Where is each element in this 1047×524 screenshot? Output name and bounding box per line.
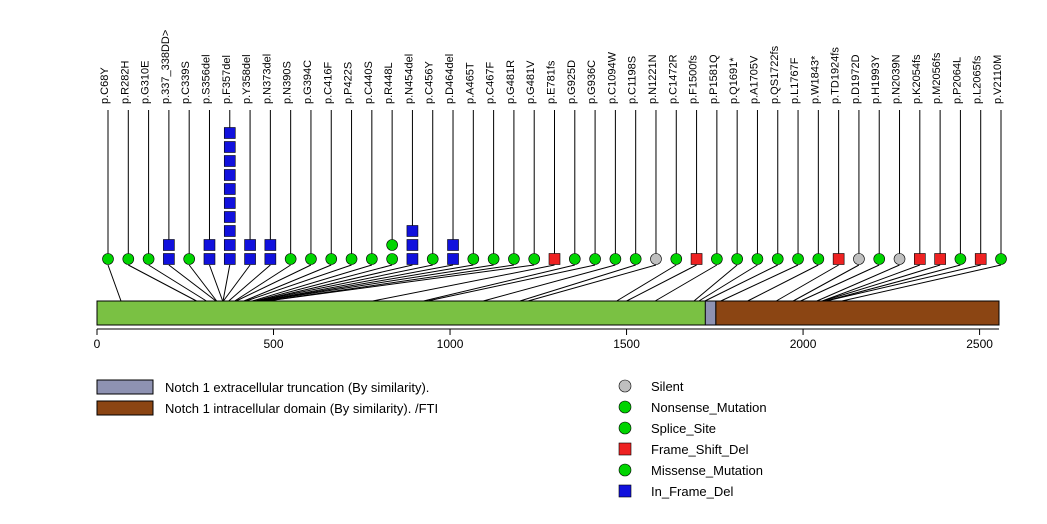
mutation-connector: [229, 265, 271, 301]
mutation-connector: [128, 265, 196, 301]
mutation-marker-square[interactable]: [224, 254, 235, 265]
mutation-label: p.G394C: [301, 59, 314, 104]
mutation-marker-circle[interactable]: [793, 254, 804, 265]
x-axis: [94, 329, 999, 351]
axis-tick-label: 500: [263, 337, 284, 351]
mutation-marker-circle[interactable]: [894, 254, 905, 265]
mutation-marker-circle[interactable]: [569, 254, 580, 265]
mutation-marker-square[interactable]: [265, 254, 276, 265]
mutation-label: p.S356del: [200, 54, 213, 104]
mutation-marker-circle[interactable]: [123, 254, 134, 265]
mutation-marker-circle[interactable]: [305, 254, 316, 265]
mutation-marker-square[interactable]: [163, 240, 174, 251]
mutation-marker-circle[interactable]: [184, 254, 195, 265]
mutation-label: p.L2065fs: [971, 55, 984, 104]
legend-domain-label: Notch 1 extracellular truncation (By similarity).: [165, 380, 430, 395]
legend-type-marker: [619, 380, 631, 392]
mutation-marker-circle[interactable]: [103, 254, 114, 265]
mutation-label: p.F357del: [220, 55, 233, 104]
mutation-marker-circle[interactable]: [488, 254, 499, 265]
mutation-marker-square[interactable]: [224, 142, 235, 153]
mutation-label: p.R282H: [119, 60, 132, 104]
mutation-connector: [149, 265, 207, 301]
mutation-connector: [424, 265, 575, 301]
legend-type-label: Missense_Mutation: [651, 463, 763, 478]
mutation-marker-circle[interactable]: [387, 254, 398, 265]
mutation-marker-square[interactable]: [224, 198, 235, 209]
mutation-marker-circle[interactable]: [996, 254, 1007, 265]
legend-type-marker: [619, 464, 631, 476]
legend-type-label: Silent: [651, 379, 684, 394]
mutation-label: p.C440S: [362, 61, 375, 104]
mutation-marker-circle[interactable]: [853, 254, 864, 265]
mutation-label: p.C68Y: [99, 67, 111, 104]
mutation-marker-circle[interactable]: [326, 254, 337, 265]
mutation-marker-square[interactable]: [935, 254, 946, 265]
mutation-label: p.A465T: [464, 62, 477, 104]
mutation-connector: [261, 265, 453, 301]
mutation-connector: [617, 265, 677, 301]
mutation-stems: [108, 110, 1001, 301]
legend-type-marker: [619, 443, 631, 455]
mutation-label: p.W1843*: [809, 55, 822, 104]
mutation-connector: [223, 265, 230, 301]
mutation-label: p.G925D: [565, 59, 578, 104]
mutation-marker-circle[interactable]: [874, 254, 885, 265]
mutation-connector: [826, 265, 961, 301]
mutation-marker-square[interactable]: [163, 254, 174, 265]
mutation-marker-square[interactable]: [204, 254, 215, 265]
mutation-marker-circle[interactable]: [346, 254, 357, 265]
mutation-connector: [108, 265, 121, 301]
mutation-connector: [520, 265, 636, 301]
mutation-marker-square[interactable]: [224, 170, 235, 181]
mutation-label: p.Y358del: [241, 54, 254, 104]
mutation-label: p.M2056fs: [931, 52, 944, 104]
mutation-marker-square[interactable]: [224, 128, 235, 139]
mutation-label: p.N2039N: [890, 54, 903, 104]
mutation-marker-square[interactable]: [448, 254, 459, 265]
mutation-label: p.K2054fs: [910, 54, 923, 104]
mutation-marker-circle[interactable]: [143, 254, 154, 265]
mutation-connector: [189, 265, 216, 301]
mutation-marker-square[interactable]: [245, 240, 256, 251]
protein-domain[interactable]: [705, 301, 716, 325]
mutation-marker-square[interactable]: [224, 184, 235, 195]
legend-type-marker: [619, 485, 631, 497]
mutation-label: p.C339S: [180, 61, 193, 104]
mutation-marker-square[interactable]: [224, 156, 235, 167]
mutation-marker-square[interactable]: [245, 254, 256, 265]
mutation-marker-circle[interactable]: [366, 254, 377, 265]
mutation-connector: [252, 265, 372, 301]
mutation-marker-circle[interactable]: [529, 254, 540, 265]
mutation-marker-square[interactable]: [549, 254, 560, 265]
mutation-marker-circle[interactable]: [468, 254, 479, 265]
mutation-label: p.C456Y: [423, 61, 436, 104]
legend-type-label: Frame_Shift_Del: [651, 442, 749, 457]
mutation-marker-circle[interactable]: [427, 254, 438, 265]
legend-type-label: Nonsense_Mutation: [651, 400, 767, 415]
mutation-label: p.337_338DD>: [159, 29, 172, 104]
mutation-marker-square[interactable]: [448, 240, 459, 251]
protein-domain[interactable]: [716, 301, 999, 325]
mutation-marker-square[interactable]: [407, 226, 418, 237]
mutation-label: p.H1993Y: [870, 55, 883, 104]
protein-backbone: [97, 301, 999, 325]
mutation-label: p.N454del: [403, 53, 416, 104]
mutation-connector: [209, 265, 222, 301]
mutation-label: p.G310E: [139, 60, 152, 104]
mutation-marker-circle[interactable]: [387, 240, 398, 251]
mutation-connector: [255, 265, 392, 301]
legend-domain-label: Notch 1 intracellular domain (By similarity). /FTI: [165, 401, 439, 416]
legend-domain-swatch: [97, 380, 153, 394]
mutation-marker-circle[interactable]: [671, 254, 682, 265]
mutation-marker-circle[interactable]: [772, 254, 783, 265]
mutation-marker-square[interactable]: [224, 226, 235, 237]
mutation-marker-square[interactable]: [975, 254, 986, 265]
mutation-label: p.N373del: [261, 53, 274, 104]
mutation-connector: [261, 265, 473, 301]
legend-type-label: Splice_Site: [651, 421, 717, 436]
mutation-label: p.N1221N: [646, 54, 659, 104]
legend-domain-swatch: [97, 401, 153, 415]
axis-tick-label: 0: [93, 337, 101, 351]
mutation-marker-square[interactable]: [833, 254, 844, 265]
mutation-label: p.N390S: [281, 61, 294, 104]
mutation-label: p.G936C: [586, 59, 599, 104]
mutation-marker-square[interactable]: [265, 240, 276, 251]
mutation-marker-square[interactable]: [691, 254, 702, 265]
mutation-label: p.TD1924fs: [829, 47, 842, 104]
mutation-marker-square[interactable]: [407, 240, 418, 251]
mutation-label: p.A1705V: [748, 55, 761, 104]
mutation-connector: [483, 265, 615, 301]
mutation-marker-circle[interactable]: [285, 254, 296, 265]
mutation-label: p.P2064L: [951, 56, 964, 104]
mutation-connector: [427, 265, 595, 301]
mutation-label: p.D464del: [444, 53, 457, 104]
mutation-marker-circle[interactable]: [813, 254, 824, 265]
mutation-label: p.G481R: [504, 59, 517, 104]
mutation-label: p.D1972D: [849, 54, 862, 104]
mutation-label: p.L1767F: [789, 57, 802, 104]
mutation-marker-square[interactable]: [914, 254, 925, 265]
mutation-marker-circle[interactable]: [732, 254, 743, 265]
axis-tick-label: 2000: [789, 337, 817, 351]
mutation-label: p.Q1691*: [728, 57, 741, 104]
mutation-label: p.E781fs: [545, 60, 558, 104]
mutation-label: p.C1472R: [667, 54, 680, 104]
mutation-label: p.P1581Q: [707, 54, 720, 104]
mutation-connector: [262, 265, 494, 301]
mutation-marker-square[interactable]: [204, 240, 215, 251]
axis-tick-label: 1000: [436, 337, 464, 351]
legend-type-marker: [619, 422, 631, 434]
mutation-label: p.R448L: [383, 62, 396, 104]
mutation-label: p.F1500fs: [687, 55, 700, 104]
mutation-marker-square[interactable]: [224, 240, 235, 251]
mutation-label: p.C416F: [322, 61, 335, 104]
axis-tick-label: 1500: [613, 337, 640, 351]
mutation-connector: [169, 265, 216, 301]
legend-type-marker: [619, 401, 631, 413]
mutation-connector: [223, 265, 250, 301]
mutation-marker-circle[interactable]: [590, 254, 601, 265]
legend: [97, 379, 767, 499]
mutation-marker-circle[interactable]: [650, 254, 661, 265]
mutation-label: p.QS1722fs: [768, 45, 781, 104]
mutation-label: p.P422S: [342, 61, 355, 104]
mutation-marker-square[interactable]: [224, 212, 235, 223]
mutation-marker-circle[interactable]: [630, 254, 641, 265]
mutation-marker-square[interactable]: [407, 254, 418, 265]
mutation-label: p.C1094W: [606, 52, 619, 104]
mutation-marker-circle[interactable]: [508, 254, 519, 265]
mutation-connector: [258, 265, 433, 301]
mutation-marker-circle[interactable]: [711, 254, 722, 265]
axis-tick-label: 2500: [966, 337, 993, 351]
legend-type-label: In_Frame_Del: [651, 484, 734, 499]
mutation-label: p.G481V: [525, 60, 538, 104]
mutation-marker-circle[interactable]: [610, 254, 621, 265]
mutation-marker-circle[interactable]: [752, 254, 763, 265]
mutation-label: p.C467F: [484, 61, 497, 104]
mutation-marker-circle[interactable]: [955, 254, 966, 265]
mutation-label: p.C1198S: [626, 55, 639, 104]
mutation-label: p.V2110M: [992, 54, 1004, 104]
mutation-labels: [99, 30, 1004, 104]
